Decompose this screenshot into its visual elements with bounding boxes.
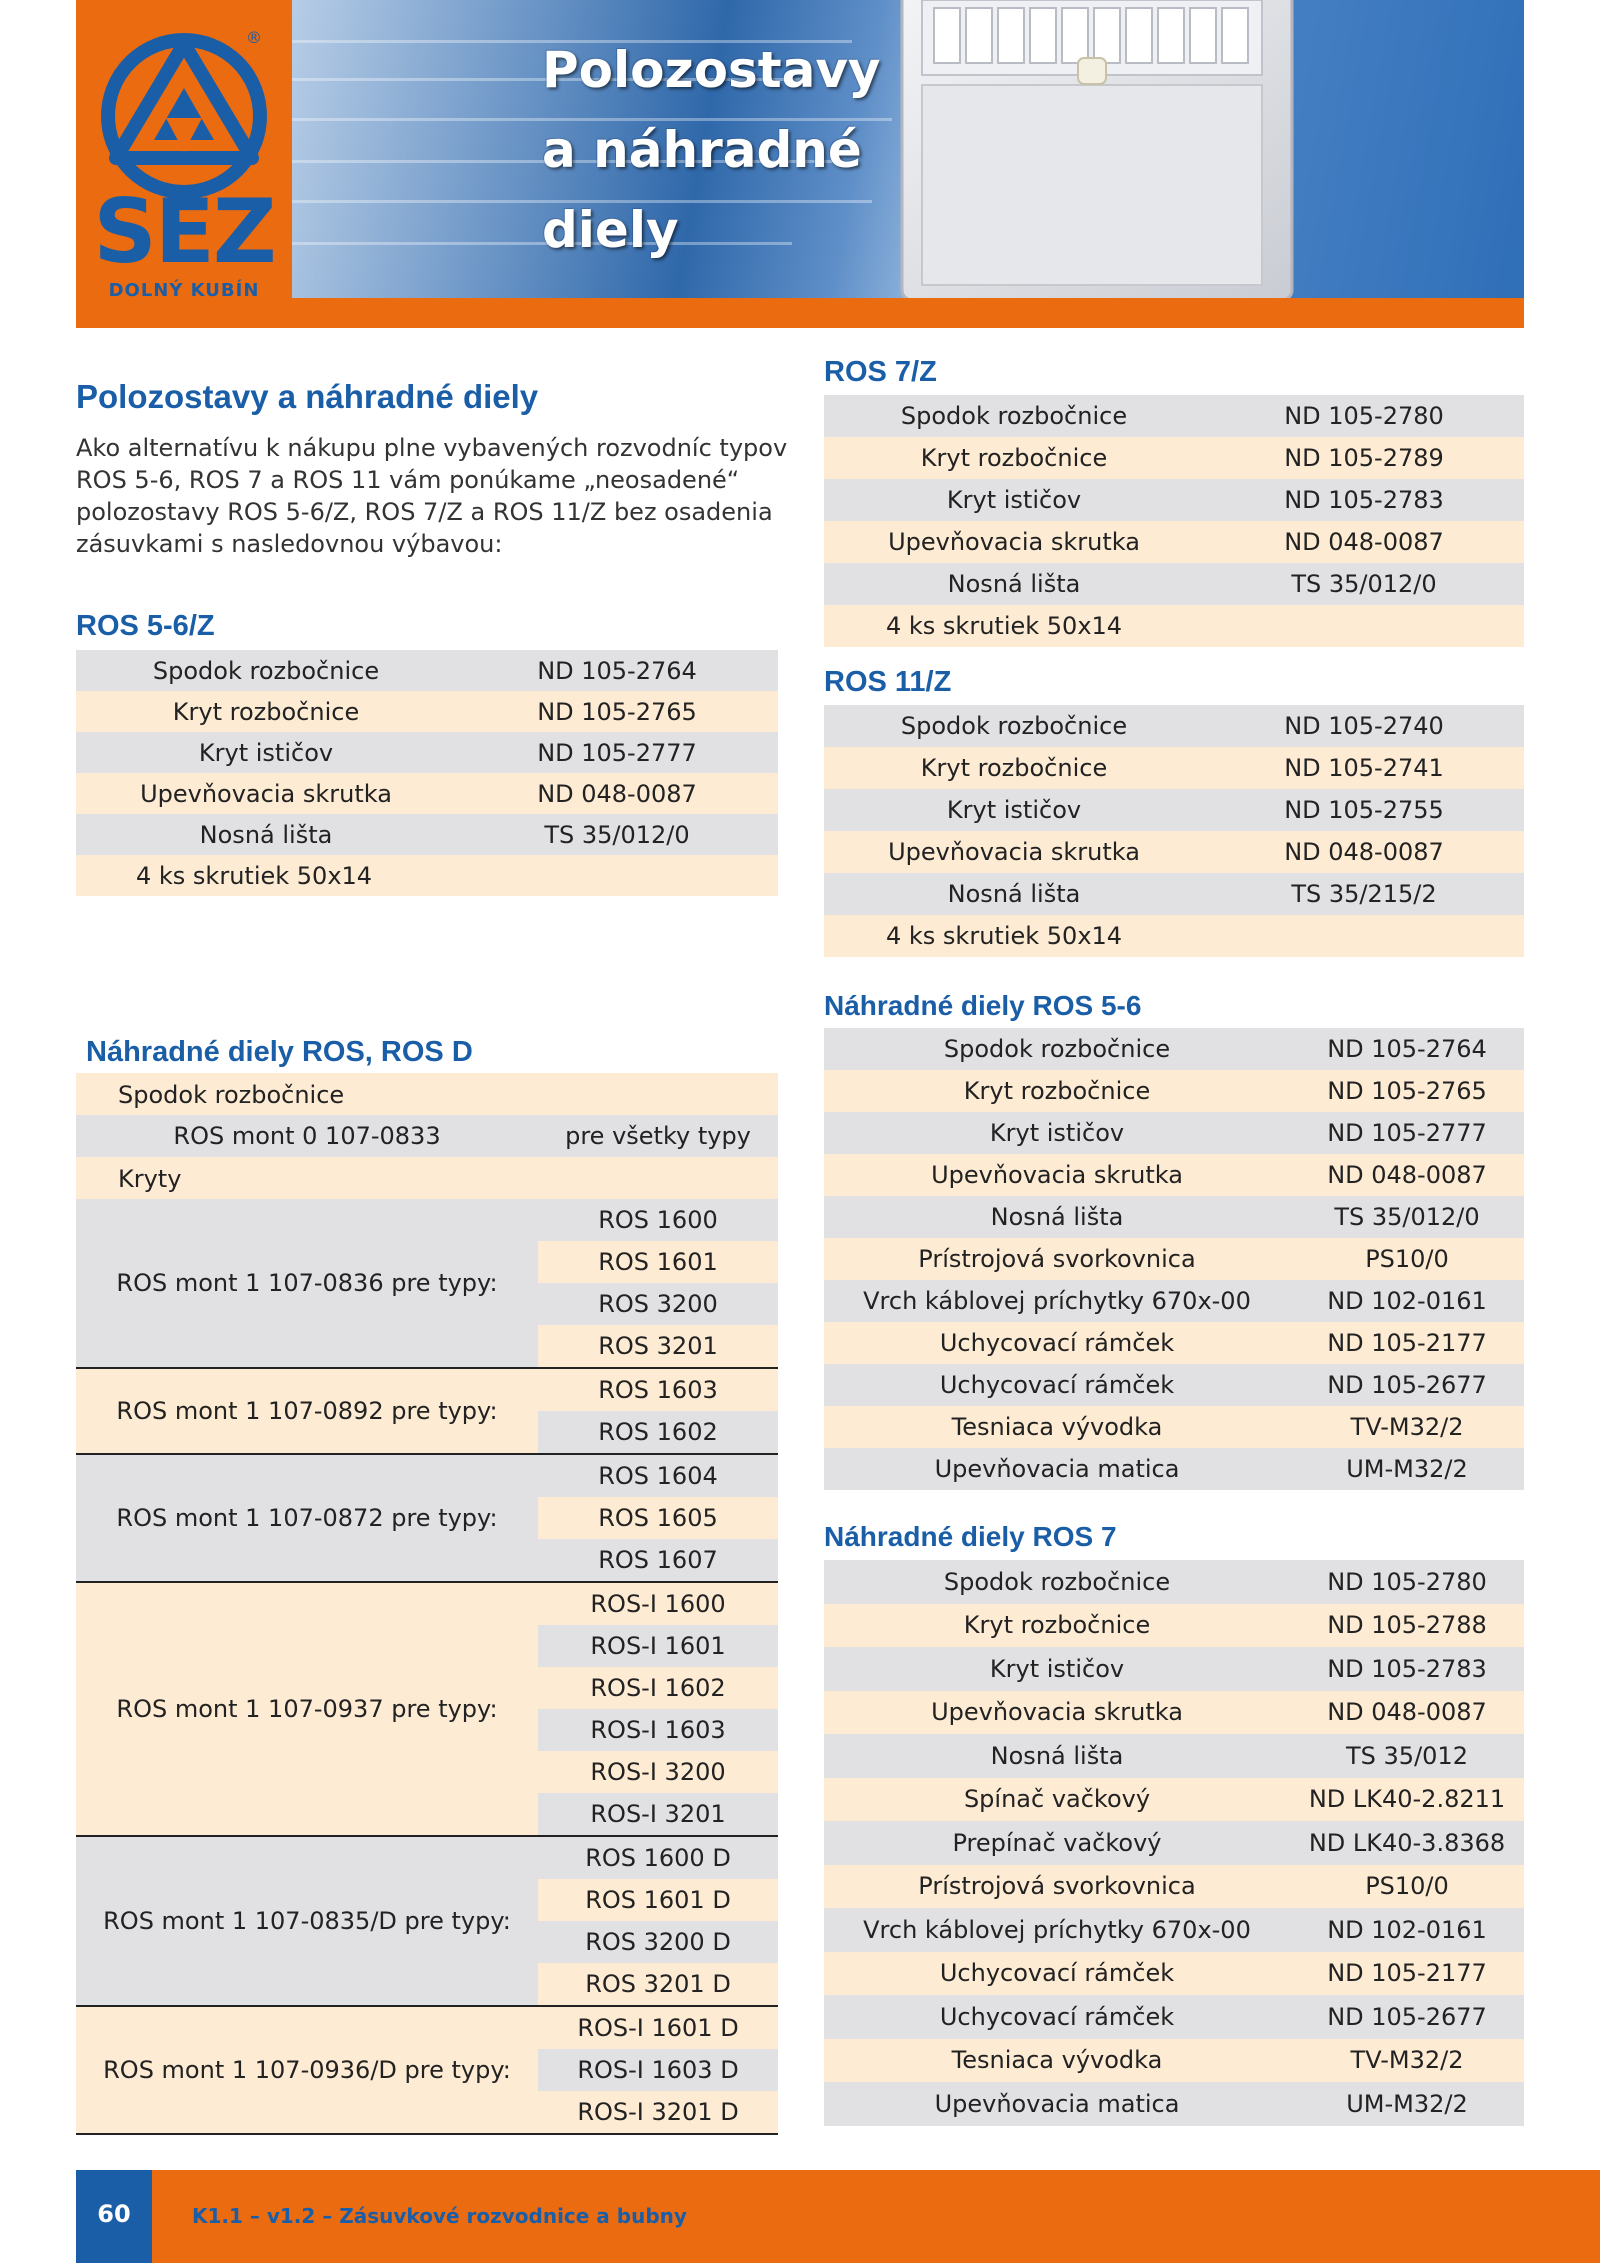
ros56z-part-code: ND 105-2764 <box>537 656 697 685</box>
nd56-row <box>824 1364 1524 1406</box>
ros7z-row <box>824 395 1524 437</box>
ros11z-part-code: ND 105-2755 <box>1284 796 1444 824</box>
registered-mark: ® <box>246 28 262 47</box>
ros7z-row <box>824 563 1524 605</box>
nd7-part-name: Nosná lišta <box>990 1741 1124 1770</box>
rosd-type: ROS 3200 <box>538 1283 778 1325</box>
rosd-group-types <box>538 1837 778 2005</box>
rosd-spodok-item: ROS mont 0 107-0833 <box>173 1122 441 1150</box>
nd56-row <box>824 1406 1524 1448</box>
rosd-group-label: ROS mont 1 107-0836 pre typy: <box>116 1269 498 1297</box>
nd56-part-name: Upevňovacia matica <box>934 1455 1180 1483</box>
intro-line: Ako alternatívu k nákupu plne vybavených rozvodníc typov <box>76 434 788 462</box>
nd7-row <box>824 1821 1524 1865</box>
nd7-part-code: ND 105-2780 <box>1327 1567 1487 1596</box>
nd56-part-name: Spodok rozbočnice <box>943 1035 1171 1063</box>
nd7-row <box>824 1647 1524 1691</box>
nd7-part-code: ND 048-0087 <box>1327 1698 1487 1727</box>
ros7z-part-code: ND 105-2780 <box>1284 402 1444 430</box>
ros11z-row <box>824 915 1524 957</box>
nd56-part-code: ND 105-2764 <box>1327 1035 1487 1063</box>
ros11z-part-code: ND 105-2741 <box>1284 754 1444 782</box>
nd7-row <box>824 1908 1524 1952</box>
nd56-part-name: Prístrojová svorkovnica <box>918 1245 1196 1273</box>
nd7-part-code: ND LK40-2.8211 <box>1308 1785 1506 1814</box>
rosd-type: ROS-I 3201 D <box>538 2091 778 2133</box>
nd56-row <box>824 1154 1524 1196</box>
nd7-part-code: ND 105-2177 <box>1327 1959 1487 1988</box>
ros11z-heading: ROS 11/Z <box>824 666 952 698</box>
rosd-type: ROS-I 1603 <box>538 1709 778 1751</box>
ros11z-part-name: Kryt ističov <box>946 796 1082 824</box>
rosd-groups <box>76 1199 778 2135</box>
rosd-group <box>76 1837 778 2007</box>
ros7z-part-name: Upevňovacia skrutka <box>888 528 1140 556</box>
nd7-part-name: Spodok rozbočnice <box>943 1567 1171 1596</box>
ros11z-part-name: 4 ks skrutiek 50x14 <box>886 922 1123 950</box>
rosd-spodok-types: pre všetky typy <box>565 1122 751 1150</box>
nd7-row <box>824 1734 1524 1778</box>
nd7-row <box>824 1560 1524 1604</box>
nd56-part-code: ND 102-0161 <box>1327 1287 1487 1315</box>
nd56-part-name: Nosná lišta <box>990 1203 1124 1231</box>
rosd-group-types <box>538 1455 778 1581</box>
ros7z-part-code: TS 35/012/0 <box>1291 570 1437 598</box>
banner-title <box>542 30 881 270</box>
banner-photo <box>292 0 1524 298</box>
rosd-type: ROS 1604 <box>538 1455 778 1497</box>
rosd-type: ROS-I 1603 D <box>538 2049 778 2091</box>
nd7-part-code: PS10/0 <box>1365 1872 1449 1901</box>
nd56-row <box>824 1028 1524 1070</box>
nd56-part-name: Uchycovací rámček <box>939 1329 1175 1357</box>
nd56-part-code: ND 105-2777 <box>1327 1119 1487 1147</box>
rosd-type: ROS 1601 D <box>538 1879 778 1921</box>
ros7z-part-name: 4 ks skrutiek 50x14 <box>886 612 1123 640</box>
rosd-group <box>76 1583 778 1837</box>
nd7-part-code: ND 105-2788 <box>1327 1611 1487 1640</box>
rosd-group-label: ROS mont 1 107-0892 pre typy: <box>116 1397 498 1425</box>
nd56-row <box>824 1112 1524 1154</box>
intro-line: zásuvkami s nasledovnou výbavou: <box>76 530 503 558</box>
ros56z-part-name: Spodok rozbočnice <box>152 656 380 685</box>
footer-text: K1.1 – v1.2 – Zásuvkové rozvodnice a bubny <box>192 2204 687 2228</box>
nd7-row <box>824 2039 1524 2083</box>
rosd-type: ROS 1600 <box>538 1199 778 1241</box>
nd7-part-name: Uchycovací rámček <box>939 2002 1175 2031</box>
rosd-type: ROS 1607 <box>538 1539 778 1581</box>
nd56-part-code: ND 105-2677 <box>1327 1371 1487 1399</box>
rosd-heading: Náhradné diely ROS, ROS D <box>86 1036 473 1068</box>
rosd-group <box>76 2007 778 2135</box>
nd56-part-code: TS 35/012/0 <box>1334 1203 1480 1231</box>
banner-orange-strip <box>292 298 1524 328</box>
header-banner <box>76 0 1524 328</box>
nd7-part-code: ND 105-2783 <box>1327 1654 1487 1683</box>
banner-title-line-1: Polozostavy <box>542 41 881 99</box>
ros7z-part-name: Kryt ističov <box>946 486 1082 514</box>
intro-line: polozostavy ROS 5-6/Z, ROS 7/Z a ROS 11/Z bez osadenia <box>76 498 773 526</box>
nd56-row <box>824 1238 1524 1280</box>
rosd-type: ROS-I 3201 <box>538 1793 778 1835</box>
nd7-row <box>824 1952 1524 1996</box>
rosd-group <box>76 1455 778 1583</box>
rosd-table <box>76 1073 778 2135</box>
ros11z-part-code: ND 048-0087 <box>1284 838 1444 866</box>
ros11z-row <box>824 705 1524 747</box>
rosd-group-label: ROS mont 1 107-0936/D pre typy: <box>103 2056 511 2084</box>
nd56-part-name: Upevňovacia skrutka <box>931 1161 1183 1189</box>
ros7z-part-code: ND 105-2783 <box>1284 486 1444 514</box>
ros11z-row <box>824 747 1524 789</box>
ros7z-part-code: ND 048-0087 <box>1284 528 1444 556</box>
nd56-row <box>824 1322 1524 1364</box>
nd7-row <box>824 1691 1524 1735</box>
rosd-type: ROS 1600 D <box>538 1837 778 1879</box>
nd7-part-name: Kryt rozbočnice <box>963 1611 1151 1640</box>
rosd-type: ROS 3201 <box>538 1325 778 1367</box>
ros56z-part-code: TS 35/012/0 <box>544 820 690 849</box>
rosd-kryty-row <box>76 1157 778 1199</box>
ros56z-part-name: 4 ks skrutiek 50x14 <box>136 861 373 890</box>
nd7-part-name: Upevňovacia skrutka <box>931 1698 1183 1727</box>
ros11z-row <box>824 873 1524 915</box>
rosd-type: ROS-I 1602 <box>538 1667 778 1709</box>
nd7-part-name: Vrch káblovej príchytky 670x-00 <box>863 1915 1251 1944</box>
nd56-row <box>824 1280 1524 1322</box>
nd7-part-name: Uchycovací rámček <box>939 1959 1175 1988</box>
nd56-row <box>824 1448 1524 1490</box>
ros7z-part-name: Nosná lišta <box>947 570 1081 598</box>
rosd-group-label: ROS mont 1 107-0872 pre typy: <box>116 1504 498 1532</box>
intro-heading: Polozostavy a náhradné diely <box>76 378 539 415</box>
logo-subtitle: DOLNÝ KUBÍN <box>108 280 260 301</box>
nd56-part-code: UM-M32/2 <box>1346 1455 1468 1483</box>
ros11z-part-name: Kryt rozbočnice <box>920 754 1108 782</box>
rosd-group <box>76 1199 778 1369</box>
nd7-heading: Náhradné diely ROS 7 <box>824 1521 1117 1552</box>
ros56z-row <box>76 814 778 855</box>
page-number: 60 <box>97 2200 131 2228</box>
nd56-part-code: ND 105-2177 <box>1327 1329 1487 1357</box>
ros56z-heading: ROS 5-6/Z <box>76 610 215 642</box>
ros11z-part-name: Upevňovacia skrutka <box>888 838 1140 866</box>
rosd-type: ROS 1602 <box>538 1411 778 1453</box>
nd56-part-name: Uchycovací rámček <box>939 1371 1175 1399</box>
ros56z-row <box>76 732 778 773</box>
nd7-row <box>824 1995 1524 2039</box>
rosd-group-label: ROS mont 1 107-0835/D pre typy: <box>103 1907 511 1935</box>
ros11z-row <box>824 789 1524 831</box>
nd56-part-name: Kryt rozbočnice <box>963 1077 1151 1105</box>
ros56z-part-code: ND 048-0087 <box>537 779 697 808</box>
rosd-type: ROS-I 1601 <box>538 1625 778 1667</box>
ros56z-part-name: Nosná lišta <box>199 820 333 849</box>
banner-title-line-3: diely <box>542 201 679 259</box>
nd56-part-code: PS10/0 <box>1365 1245 1449 1273</box>
ros7z-row <box>824 521 1524 563</box>
nd56-part-name: Vrch káblovej príchytky 670x-00 <box>863 1287 1251 1315</box>
ros7z-part-name: Spodok rozbočnice <box>900 402 1128 430</box>
rosd-spodok-label: Spodok rozbočnice <box>118 1081 345 1109</box>
nd7-part-code: ND 102-0161 <box>1327 1915 1487 1944</box>
banner-title-line-2: a náhradné <box>542 121 862 179</box>
ros56z-part-code: ND 105-2765 <box>537 697 697 726</box>
nd56-part-code: ND 105-2765 <box>1327 1077 1487 1105</box>
ros7z-heading: ROS 7/Z <box>824 356 937 388</box>
ros56z-part-name: Kryt ističov <box>198 738 334 767</box>
rosd-group-types <box>538 1369 778 1453</box>
nd7-part-code: ND LK40-3.8368 <box>1308 1828 1506 1857</box>
rosd-type: ROS 1601 <box>538 1241 778 1283</box>
ros56z-row <box>76 650 778 691</box>
ros11z-part-code: TS 35/215/2 <box>1291 880 1437 908</box>
rosd-group-types <box>538 2007 778 2133</box>
nd56-heading: Náhradné diely ROS 5-6 <box>824 990 1142 1021</box>
intro-line: ROS 5-6, ROS 7 a ROS 11 vám ponúkame „neosadené“ <box>76 466 740 494</box>
rosd-spodok-row <box>76 1115 778 1157</box>
nd7-part-code: UM-M32/2 <box>1346 2089 1468 2118</box>
rosd-type: ROS-I 1601 D <box>538 2007 778 2049</box>
sez-logo-icon <box>98 30 270 202</box>
rosd-type: ROS 1605 <box>538 1497 778 1539</box>
ros11z-part-name: Nosná lišta <box>947 880 1081 908</box>
nd7-part-name: Tesniaca vývodka <box>951 2046 1163 2075</box>
nd7-row <box>824 1604 1524 1648</box>
nd56-part-code: TV-M32/2 <box>1350 1413 1464 1441</box>
nd7-row <box>824 1865 1524 1909</box>
nd7-part-name: Prístrojová svorkovnica <box>918 1872 1196 1901</box>
nd56-table <box>824 1028 1524 1490</box>
rosd-type: ROS 1603 <box>538 1369 778 1411</box>
nd7-row <box>824 1778 1524 1822</box>
nd56-row <box>824 1070 1524 1112</box>
nd7-part-code: ND 105-2677 <box>1327 2002 1487 2031</box>
ros7z-row <box>824 605 1524 647</box>
ros7z-table <box>824 395 1524 647</box>
nd7-row <box>824 2082 1524 2126</box>
footer-bar <box>76 2170 1600 2263</box>
ros7z-row <box>824 479 1524 521</box>
nd7-part-code: TS 35/012 <box>1346 1741 1468 1770</box>
nd56-part-code: ND 048-0087 <box>1327 1161 1487 1189</box>
rosd-type: ROS-I 3200 <box>538 1751 778 1793</box>
rosd-type: ROS 3201 D <box>538 1963 778 2005</box>
ros56z-part-code: ND 105-2777 <box>537 738 697 767</box>
ros56z-row <box>76 855 778 896</box>
ros11z-part-code: ND 105-2740 <box>1284 712 1444 740</box>
rosd-type: ROS-I 1600 <box>538 1583 778 1625</box>
nd7-part-name: Prepínač vačkový <box>952 1828 1162 1857</box>
rosd-group-types <box>538 1199 778 1367</box>
nd7-part-name: Spínač vačkový <box>963 1785 1151 1814</box>
ros56z-row <box>76 691 778 732</box>
nd7-table <box>824 1560 1524 2126</box>
distribution-box-image <box>892 0 1302 298</box>
ros7z-row <box>824 437 1524 479</box>
rosd-spodok-label-row <box>76 1073 778 1115</box>
page-number-box <box>76 2170 152 2263</box>
rosd-group-types <box>538 1583 778 1835</box>
ros56z-row <box>76 773 778 814</box>
rosd-group <box>76 1369 778 1455</box>
logo-wordmark: SEZ <box>93 180 275 283</box>
ros7z-part-name: Kryt rozbočnice <box>920 444 1108 472</box>
rosd-group-label: ROS mont 1 107-0937 pre typy: <box>116 1695 498 1723</box>
nd7-part-name: Kryt ističov <box>989 1654 1125 1683</box>
logo-panel <box>76 0 292 328</box>
ros11z-table <box>824 705 1524 957</box>
ros11z-part-name: Spodok rozbočnice <box>900 712 1128 740</box>
ros11z-row <box>824 831 1524 873</box>
nd7-part-code: TV-M32/2 <box>1350 2046 1464 2075</box>
rosd-type: ROS 3200 D <box>538 1921 778 1963</box>
rosd-kryty-label: Kryty <box>118 1165 182 1193</box>
ros56z-part-name: Kryt rozbočnice <box>172 697 360 726</box>
ros7z-part-code: ND 105-2789 <box>1284 444 1444 472</box>
nd7-part-name: Upevňovacia matica <box>934 2089 1180 2118</box>
nd56-part-name: Kryt ističov <box>989 1119 1125 1147</box>
ros56z-part-name: Upevňovacia skrutka <box>140 779 392 808</box>
intro-paragraph <box>76 432 796 560</box>
ros56z-table <box>76 650 778 896</box>
nd56-row <box>824 1196 1524 1238</box>
nd56-part-name: Tesniaca vývodka <box>951 1413 1163 1441</box>
